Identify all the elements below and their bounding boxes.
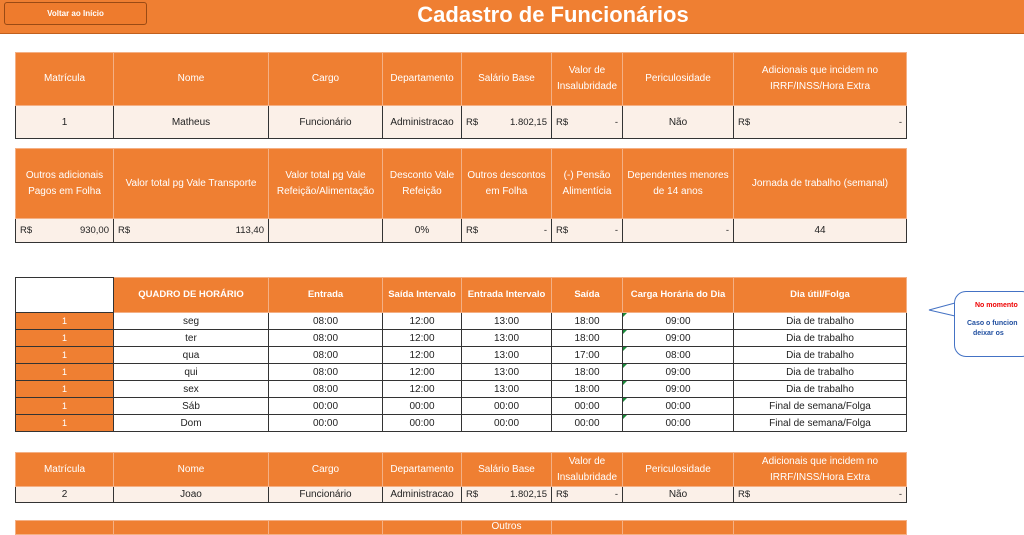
- cell-entrada[interactable]: 08:00: [269, 364, 383, 381]
- currency-label: R$: [738, 489, 751, 500]
- header-cargo: Cargo: [269, 453, 383, 487]
- cell-saida[interactable]: 00:00: [552, 415, 623, 432]
- cell-insalubridade[interactable]: [552, 106, 623, 139]
- header-nome: Nome: [114, 53, 269, 106]
- cell-day[interactable]: Sáb: [114, 398, 269, 415]
- note-bubble: [954, 291, 1024, 357]
- cell-dia-util[interactable]: Dia de trabalho: [734, 364, 907, 381]
- cell-carga-horaria[interactable]: 08:00: [623, 347, 734, 364]
- cell-entrada-intervalo[interactable]: 13:00: [462, 313, 552, 330]
- header-outros-partial: Outros: [462, 521, 552, 535]
- header-nome: Nome: [114, 453, 269, 487]
- currency-label: R$: [556, 489, 569, 500]
- cell-day[interactable]: sex: [114, 381, 269, 398]
- header-outros-descontos: Outros descontos em Folha: [462, 149, 552, 219]
- header-saida: Saída: [552, 278, 623, 313]
- header-dia-util: Dia útil/Folga: [734, 278, 907, 313]
- header-bar: [0, 0, 1024, 34]
- cell-saida[interactable]: 18:00: [552, 381, 623, 398]
- currency-label: R$: [466, 489, 479, 500]
- currency-label: R$: [556, 225, 569, 236]
- cell-entrada-intervalo[interactable]: 13:00: [462, 381, 552, 398]
- outros-adicionais-value: 930,00: [79, 225, 109, 236]
- schedule-table: [15, 277, 907, 432]
- header-insalubridade: Valor de Insalubridade: [552, 453, 623, 487]
- cell-entrada-intervalo[interactable]: 00:00: [462, 398, 552, 415]
- note-line-1: No momento: [975, 302, 1018, 309]
- cell-carga-horaria[interactable]: 09:00: [623, 364, 734, 381]
- cell-saida[interactable]: 17:00: [552, 347, 623, 364]
- cell-carga-horaria[interactable]: 00:00: [623, 398, 734, 415]
- cell-saida-intervalo[interactable]: 12:00: [383, 347, 462, 364]
- note-pointer: [928, 302, 956, 318]
- cell-entrada[interactable]: 08:00: [269, 313, 383, 330]
- cell-day[interactable]: Dom: [114, 415, 269, 432]
- dash-value: -: [898, 489, 902, 500]
- cell-saida[interactable]: 18:00: [552, 330, 623, 347]
- row-number-cell[interactable]: 1: [16, 364, 114, 381]
- cell-jornada[interactable]: 44: [734, 219, 907, 243]
- cell-entrada-intervalo[interactable]: 13:00: [462, 347, 552, 364]
- dash-value: -: [898, 116, 902, 128]
- cell-cargo[interactable]: Funcionário: [269, 106, 383, 139]
- cell-vale-refeicao[interactable]: [269, 219, 383, 243]
- salario-value: 1.802,15: [510, 116, 547, 128]
- back-to-start-button[interactable]: Voltar ao Início: [4, 2, 147, 25]
- cell-entrada-intervalo[interactable]: 00:00: [462, 415, 552, 432]
- cell-outros-descontos[interactable]: [462, 219, 552, 243]
- employee-2-extras-table-partial: [15, 520, 907, 535]
- vale-transporte-value: 113,40: [235, 225, 264, 236]
- page-title: Cadastro de Funcionários: [417, 2, 689, 27]
- cell-day[interactable]: qua: [114, 347, 269, 364]
- cell-vale-transporte[interactable]: [114, 219, 269, 243]
- header-entrada-intervalo: Entrada Intervalo: [462, 278, 552, 313]
- cell-carga-horaria[interactable]: 00:00: [623, 415, 734, 432]
- cell-saida[interactable]: 18:00: [552, 364, 623, 381]
- header-vale-refeicao: Valor total pg Vale Refeição/Alimentação: [269, 149, 383, 219]
- header-carga-horaria: Carga Horária do Dia: [623, 278, 734, 313]
- cell-entrada[interactable]: 08:00: [269, 381, 383, 398]
- cell-day[interactable]: seg: [114, 313, 269, 330]
- cell-saida[interactable]: 18:00: [552, 313, 623, 330]
- cell-entrada[interactable]: 08:00: [269, 330, 383, 347]
- header-departamento: Departamento: [383, 53, 462, 106]
- row-number-cell[interactable]: 1: [16, 398, 114, 415]
- header-salario-base: Salário Base: [462, 53, 552, 106]
- cell-entrada[interactable]: 00:00: [269, 398, 383, 415]
- currency-label: R$: [118, 225, 131, 236]
- header-departamento: Departamento: [383, 453, 462, 487]
- cell-salario-base[interactable]: [462, 487, 552, 503]
- header-vale-transporte: Valor total pg Vale Transporte: [114, 149, 269, 219]
- schedule-row: [16, 398, 907, 415]
- header-entrada: Entrada: [269, 278, 383, 313]
- row-number-cell[interactable]: 1: [16, 381, 114, 398]
- cell-dia-util[interactable]: Final de semana/Folga: [734, 415, 907, 432]
- cell-outros-adicionais[interactable]: [16, 219, 114, 243]
- currency-label: R$: [466, 116, 479, 128]
- cell-nome[interactable]: Matheus: [114, 106, 269, 139]
- note-line-2: Caso o funcion: [967, 320, 1018, 327]
- employee-1-main-table: [15, 52, 907, 139]
- schedule-row: [16, 364, 907, 381]
- dash-value: -: [614, 225, 618, 236]
- cell-dependentes[interactable]: [623, 219, 734, 243]
- cell-dia-util[interactable]: Dia de trabalho: [734, 313, 907, 330]
- schedule-row: [16, 381, 907, 398]
- cell-saida-intervalo[interactable]: 12:00: [383, 364, 462, 381]
- schedule-row: [16, 313, 907, 330]
- schedule-corner-cell: [16, 278, 114, 313]
- cell-saida[interactable]: 00:00: [552, 398, 623, 415]
- cell-departamento[interactable]: Administracao: [383, 487, 462, 503]
- header-cargo: Cargo: [269, 53, 383, 106]
- cell-day[interactable]: qui: [114, 364, 269, 381]
- cell-desconto-vr[interactable]: 0%: [383, 219, 462, 243]
- row-number-cell[interactable]: 1: [16, 415, 114, 432]
- header-matricula: Matrícula: [16, 453, 114, 487]
- cell-cargo[interactable]: Funcionário: [269, 487, 383, 503]
- header-periculosidade: Periculosidade: [623, 53, 734, 106]
- currency-label: R$: [466, 225, 479, 236]
- cell-departamento[interactable]: Administracao: [383, 106, 462, 139]
- currency-label: R$: [20, 225, 33, 236]
- dash-value: -: [614, 116, 618, 128]
- header-dependentes: Dependentes menores de 14 anos: [623, 149, 734, 219]
- header-adicionais: Adicionais que incidem no IRRF/INSS/Hora Extra: [734, 53, 907, 106]
- cell-dia-util[interactable]: Final de semana/Folga: [734, 398, 907, 415]
- note-line-3: deixar os: [973, 330, 1004, 337]
- row-number-cell[interactable]: 1: [16, 347, 114, 364]
- salario-value: 1.802,15: [510, 489, 547, 500]
- employee-1-extras-table: [15, 148, 907, 243]
- cell-adicionais[interactable]: [734, 487, 907, 503]
- cell-matricula[interactable]: 2: [16, 487, 114, 503]
- cell-salario-base[interactable]: [462, 106, 552, 139]
- currency-label: R$: [556, 116, 569, 128]
- header-jornada: Jornada de trabalho (semanal): [734, 149, 907, 219]
- dash-value: -: [725, 225, 729, 236]
- cell-carga-horaria[interactable]: 09:00: [623, 313, 734, 330]
- row-number-cell[interactable]: 1: [16, 330, 114, 347]
- header-adicionais: Adicionais que incidem no IRRF/INSS/Hora Extra: [734, 453, 907, 487]
- cell-saida-intervalo[interactable]: 12:00: [383, 313, 462, 330]
- employee-2-main-table: [15, 452, 907, 503]
- row-number-cell[interactable]: 1: [16, 313, 114, 330]
- cell-saida-intervalo[interactable]: 00:00: [383, 398, 462, 415]
- cell-entrada-intervalo[interactable]: 13:00: [462, 330, 552, 347]
- header-salario-base: Salário Base: [462, 453, 552, 487]
- cell-entrada[interactable]: 00:00: [269, 415, 383, 432]
- header-matricula: Matrícula: [16, 53, 114, 106]
- header-periculosidade: Periculosidade: [623, 453, 734, 487]
- header-saida-intervalo: Saída Intervalo: [383, 278, 462, 313]
- cell-adicionais[interactable]: [734, 106, 907, 139]
- header-insalubridade: Valor de Insalubridade: [552, 53, 623, 106]
- header-pensao: (-) Pensão Alimentícia: [552, 149, 623, 219]
- cell-dia-util[interactable]: Dia de trabalho: [734, 347, 907, 364]
- cell-dia-util[interactable]: Dia de trabalho: [734, 330, 907, 347]
- cell-dia-util[interactable]: Dia de trabalho: [734, 381, 907, 398]
- cell-insalubridade[interactable]: [552, 487, 623, 503]
- cell-periculosidade[interactable]: Não: [623, 487, 734, 503]
- cell-saida-intervalo[interactable]: 00:00: [383, 415, 462, 432]
- cell-matricula[interactable]: 1: [16, 106, 114, 139]
- header-outros-adicionais: Outros adicionais Pagos em Folha: [16, 149, 114, 219]
- cell-entrada[interactable]: 08:00: [269, 347, 383, 364]
- currency-label: R$: [738, 116, 751, 128]
- header-desconto-vr: Desconto Vale Refeição: [383, 149, 462, 219]
- cell-pensao[interactable]: [552, 219, 623, 243]
- dash-value: -: [543, 225, 547, 236]
- schedule-row: [16, 330, 907, 347]
- cell-saida-intervalo[interactable]: 12:00: [383, 381, 462, 398]
- cell-saida-intervalo[interactable]: 12:00: [383, 330, 462, 347]
- cell-carga-horaria[interactable]: 09:00: [623, 381, 734, 398]
- cell-day[interactable]: ter: [114, 330, 269, 347]
- cell-nome[interactable]: Joao: [114, 487, 269, 503]
- header-quadro-horario: QUADRO DE HORÁRIO: [114, 278, 269, 313]
- cell-entrada-intervalo[interactable]: 13:00: [462, 364, 552, 381]
- dash-value: -: [614, 489, 618, 500]
- schedule-row: [16, 347, 907, 364]
- schedule-row: [16, 415, 907, 432]
- cell-periculosidade[interactable]: Não: [623, 106, 734, 139]
- cell-carga-horaria[interactable]: 09:00: [623, 330, 734, 347]
